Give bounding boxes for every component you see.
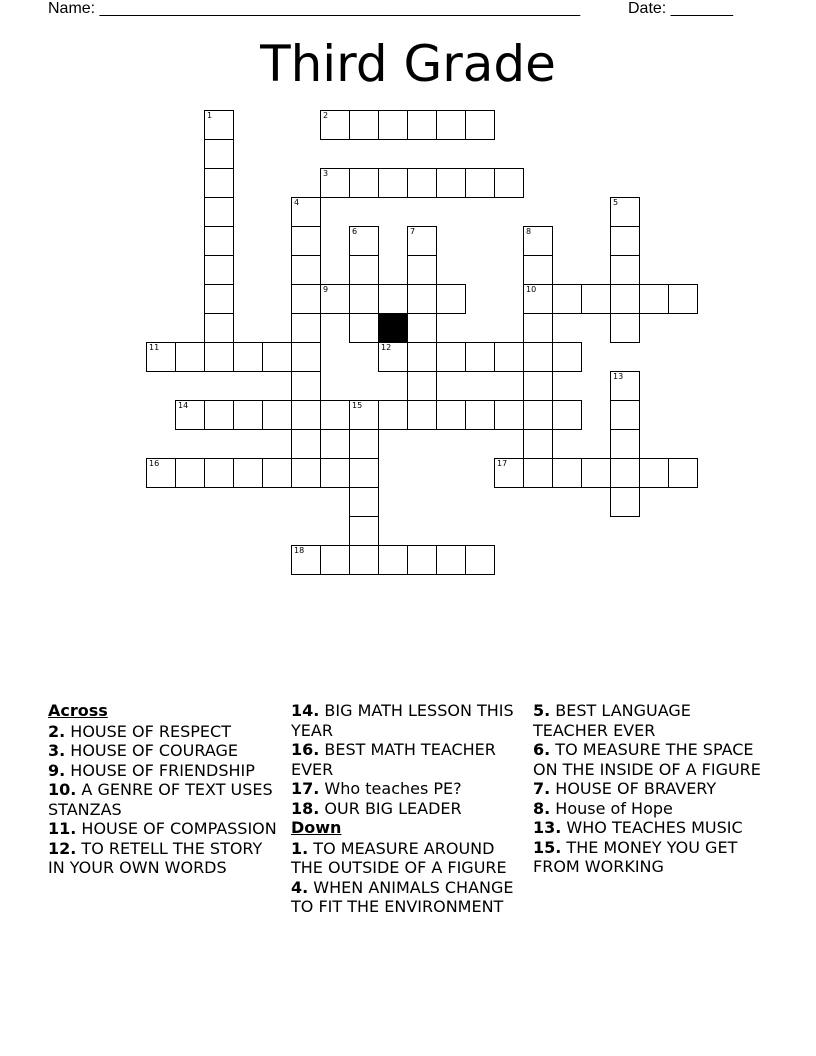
clue-number-label: 5. — [533, 701, 551, 720]
crossword-cell[interactable] — [349, 313, 379, 343]
crossword-cell[interactable] — [291, 371, 321, 401]
crossword-cell[interactable] — [436, 110, 466, 140]
crossword-cell[interactable] — [552, 284, 582, 314]
crossword-cell[interactable] — [610, 313, 640, 343]
crossword-cell[interactable] — [204, 139, 234, 169]
crossword-cell[interactable] — [552, 458, 582, 488]
clue-item — [533, 838, 769, 877]
crossword-cell[interactable] — [146, 458, 176, 488]
clue-number: 18 — [294, 546, 305, 555]
clue-item — [291, 878, 527, 917]
crossword-cell[interactable] — [610, 487, 640, 517]
crossword-cell[interactable] — [320, 458, 350, 488]
clue-number: 1 — [207, 111, 213, 120]
clue-item — [48, 722, 284, 742]
crossword-cell[interactable] — [436, 545, 466, 575]
crossword-cell[interactable] — [175, 458, 205, 488]
clue-number: 7 — [410, 227, 416, 236]
crossword-cell[interactable] — [378, 284, 408, 314]
clue-number: 13 — [613, 372, 624, 381]
crossword-cell[interactable] — [465, 110, 495, 140]
crossword-cell[interactable] — [581, 458, 611, 488]
clue-item — [533, 779, 769, 799]
crossword-cell[interactable] — [494, 342, 524, 372]
clue-item — [291, 839, 527, 878]
clue-text: A GENRE OF TEXT USES STANZAS — [48, 780, 273, 819]
crossword-cell[interactable] — [349, 400, 379, 430]
crossword-cell[interactable] — [523, 255, 553, 285]
clue-text: HOUSE OF COMPASSION — [76, 819, 277, 838]
crossword-cell[interactable] — [494, 168, 524, 198]
crossword-cell[interactable] — [407, 313, 437, 343]
page-title: Third Grade — [260, 35, 556, 93]
clue-text: HOUSE OF RESPECT — [65, 721, 231, 741]
crossword-cell[interactable] — [523, 342, 553, 372]
crossword-cell[interactable] — [407, 545, 437, 575]
clue-number-label: 3. — [48, 741, 66, 760]
crossword-cell[interactable] — [639, 458, 669, 488]
clue-column-3 — [533, 701, 769, 877]
crossword-cell[interactable] — [204, 226, 234, 256]
crossword-cell[interactable] — [204, 255, 234, 285]
clue-text: OUR BIG LEADER — [319, 798, 462, 818]
crossword-cell[interactable] — [552, 400, 582, 430]
crossword-cell[interactable] — [494, 458, 524, 488]
clue-item — [291, 701, 527, 740]
crossword-cell[interactable] — [233, 342, 263, 372]
clue-number: 2 — [323, 111, 329, 120]
crossword-cell[interactable] — [610, 284, 640, 314]
date-label: Date: — [628, 0, 667, 17]
clue-text: THE MONEY YOU GET FROM WORKING — [533, 837, 738, 876]
clue-number-label: 1. — [291, 838, 309, 858]
clue-text: TO RETELL THE STORY IN YOUR OWN WORDS — [48, 838, 263, 877]
crossword-cell[interactable] — [291, 545, 321, 575]
clue-number: 16 — [149, 459, 160, 468]
black-square — [378, 313, 408, 343]
crossword-cell[interactable] — [320, 545, 350, 575]
clue-text: HOUSE OF FRIENDSHIP — [65, 760, 255, 780]
crossword-cell[interactable] — [494, 400, 524, 430]
crossword-cell[interactable] — [233, 400, 263, 430]
crossword-cell[interactable] — [523, 458, 553, 488]
clue-column-2 — [291, 701, 527, 917]
crossword-cell[interactable] — [204, 342, 234, 372]
crossword-cell[interactable] — [407, 168, 437, 198]
clue-text: Who teaches PE? — [319, 779, 462, 798]
clue-item — [48, 741, 284, 761]
crossword-cell[interactable] — [523, 429, 553, 459]
crossword-cell[interactable] — [407, 226, 437, 256]
clue-number: 15 — [352, 401, 363, 410]
crossword-cell[interactable] — [291, 458, 321, 488]
crossword-cell[interactable] — [349, 545, 379, 575]
crossword-cell[interactable] — [204, 284, 234, 314]
clue-item — [48, 839, 284, 878]
crossword-cell[interactable] — [291, 429, 321, 459]
crossword-cell[interactable] — [581, 284, 611, 314]
clue-item — [533, 740, 769, 779]
crossword-cell[interactable] — [465, 400, 495, 430]
clue-item — [48, 780, 284, 819]
clue-item — [533, 799, 769, 819]
clue-item — [533, 818, 769, 838]
clue-number: 5 — [613, 198, 619, 207]
crossword-cell[interactable] — [291, 284, 321, 314]
crossword-cell[interactable] — [320, 400, 350, 430]
clue-number-label: 15. — [533, 837, 562, 857]
clue-number-label: 18. — [291, 798, 320, 818]
crossword-cell[interactable] — [291, 255, 321, 285]
crossword-cell[interactable] — [407, 255, 437, 285]
clue-item — [48, 761, 284, 781]
clue-text: TO MEASURE AROUND THE OUTSIDE OF A FIGURE — [291, 838, 507, 877]
clue-number-label: 2. — [48, 721, 66, 741]
clue-number: 12 — [381, 343, 392, 352]
clue-number-label: 12. — [48, 838, 77, 858]
clue-item — [291, 779, 527, 799]
crossword-cell[interactable] — [291, 226, 321, 256]
clue-number: 14 — [178, 401, 189, 410]
crossword-cell[interactable] — [175, 400, 205, 430]
clue-item — [48, 819, 284, 839]
crossword-cell[interactable] — [407, 342, 437, 372]
crossword-cell[interactable] — [407, 371, 437, 401]
crossword-cell[interactable] — [349, 516, 379, 546]
crossword-cell[interactable] — [436, 284, 466, 314]
clue-number-label: 4. — [291, 877, 309, 897]
clue-number-label: 17. — [291, 779, 320, 798]
clue-number-label: 11. — [48, 819, 77, 838]
clue-number: 6 — [352, 227, 358, 236]
clue-section-heading: Across — [48, 701, 108, 720]
clue-number-label: 9. — [48, 760, 66, 780]
crossword-cell[interactable] — [610, 458, 640, 488]
clue-number-label: 6. — [533, 740, 551, 759]
clue-number: 4 — [294, 198, 300, 207]
crossword-cell[interactable] — [523, 371, 553, 401]
name-label: Name: — [48, 0, 96, 17]
crossword-cell[interactable] — [465, 168, 495, 198]
clue-number: 17 — [497, 459, 508, 468]
crossword-cell[interactable] — [639, 284, 669, 314]
crossword-cell[interactable] — [349, 168, 379, 198]
clue-item — [291, 799, 527, 819]
clue-number: 9 — [323, 285, 329, 294]
crossword-cell[interactable] — [610, 371, 640, 401]
crossword-cell[interactable] — [523, 313, 553, 343]
crossword-cell[interactable] — [407, 110, 437, 140]
crossword-cell[interactable] — [407, 284, 437, 314]
crossword-cell[interactable] — [349, 458, 379, 488]
crossword-cell[interactable] — [378, 110, 408, 140]
crossword-cell[interactable] — [523, 284, 553, 314]
clue-item — [533, 701, 769, 740]
crossword-cell[interactable] — [668, 284, 698, 314]
clue-item — [291, 740, 527, 779]
clue-number-label: 7. — [533, 779, 551, 798]
crossword-cell[interactable] — [436, 168, 466, 198]
crossword-cell[interactable] — [233, 458, 263, 488]
crossword-cell[interactable] — [262, 342, 292, 372]
crossword-cell[interactable] — [349, 284, 379, 314]
crossword-cell[interactable] — [436, 342, 466, 372]
date-line: _______ — [670, 0, 733, 17]
clue-number-label: 16. — [291, 740, 320, 759]
clue-number: 8 — [526, 227, 532, 236]
crossword-cell[interactable] — [610, 197, 640, 227]
clue-text: HOUSE OF BRAVERY — [550, 779, 717, 798]
crossword-cell[interactable] — [610, 429, 640, 459]
clue-text: TO MEASURE THE SPACE ON THE INSIDE OF A FIGURE — [533, 740, 761, 779]
crossword-cell[interactable] — [349, 487, 379, 517]
crossword-cell[interactable] — [523, 226, 553, 256]
crossword-cell[interactable] — [320, 168, 350, 198]
crossword-cell[interactable] — [204, 168, 234, 198]
crossword-cell[interactable] — [668, 458, 698, 488]
crossword-cell[interactable] — [552, 342, 582, 372]
crossword-cell[interactable] — [378, 545, 408, 575]
crossword-cell[interactable] — [610, 255, 640, 285]
clue-number-label: 10. — [48, 780, 77, 799]
crossword-cell[interactable] — [436, 400, 466, 430]
crossword-cell[interactable] — [204, 110, 234, 140]
clue-number-label: 8. — [533, 798, 551, 818]
clue-column-1 — [48, 701, 284, 878]
crossword-cell[interactable] — [320, 110, 350, 140]
crossword-cell[interactable] — [465, 545, 495, 575]
crossword-cell[interactable] — [262, 400, 292, 430]
crossword-cell[interactable] — [349, 255, 379, 285]
crossword-cell[interactable] — [349, 226, 379, 256]
crossword-cell[interactable] — [349, 110, 379, 140]
crossword-cell[interactable] — [204, 400, 234, 430]
crossword-cell[interactable] — [146, 342, 176, 372]
crossword-cell[interactable] — [291, 313, 321, 343]
crossword-cell[interactable] — [291, 400, 321, 430]
clue-number: 10 — [526, 285, 537, 294]
crossword-cell[interactable] — [378, 168, 408, 198]
crossword-cell[interactable] — [378, 342, 408, 372]
clue-number: 3 — [323, 169, 329, 178]
crossword-cell[interactable] — [610, 226, 640, 256]
clue-text: BEST LANGUAGE TEACHER EVER — [533, 701, 691, 740]
crossword-cell[interactable] — [320, 284, 350, 314]
clue-text: WHO TEACHES MUSIC — [561, 818, 743, 837]
clue-number-label: 13. — [533, 818, 562, 837]
clue-section-heading: Down — [291, 818, 342, 837]
clue-text: WHEN ANIMALS CHANGE TO FIT THE ENVIRONMENT — [291, 877, 514, 916]
clue-number-label: 14. — [291, 701, 320, 720]
crossword-cell[interactable] — [610, 400, 640, 430]
crossword-cell[interactable] — [465, 342, 495, 372]
clue-text: BIG MATH LESSON THIS YEAR — [291, 701, 514, 740]
crossword-cell[interactable] — [204, 313, 234, 343]
clue-number: 11 — [149, 343, 160, 352]
crossword-cell[interactable] — [349, 429, 379, 459]
crossword-cell[interactable] — [204, 197, 234, 227]
crossword-cell[interactable] — [523, 400, 553, 430]
crossword-cell[interactable] — [175, 342, 205, 372]
crossword-cell[interactable] — [204, 458, 234, 488]
clue-text: BEST MATH TEACHER EVER — [291, 740, 496, 779]
crossword-cell[interactable] — [407, 400, 437, 430]
clue-text: House of Hope — [550, 798, 673, 818]
crossword-cell[interactable] — [291, 197, 321, 227]
clue-text: HOUSE OF COURAGE — [65, 741, 238, 760]
crossword-cell[interactable] — [378, 400, 408, 430]
crossword-cell[interactable] — [291, 342, 321, 372]
crossword-cell[interactable] — [262, 458, 292, 488]
name-line: ______________________________________________________ — [99, 0, 581, 17]
